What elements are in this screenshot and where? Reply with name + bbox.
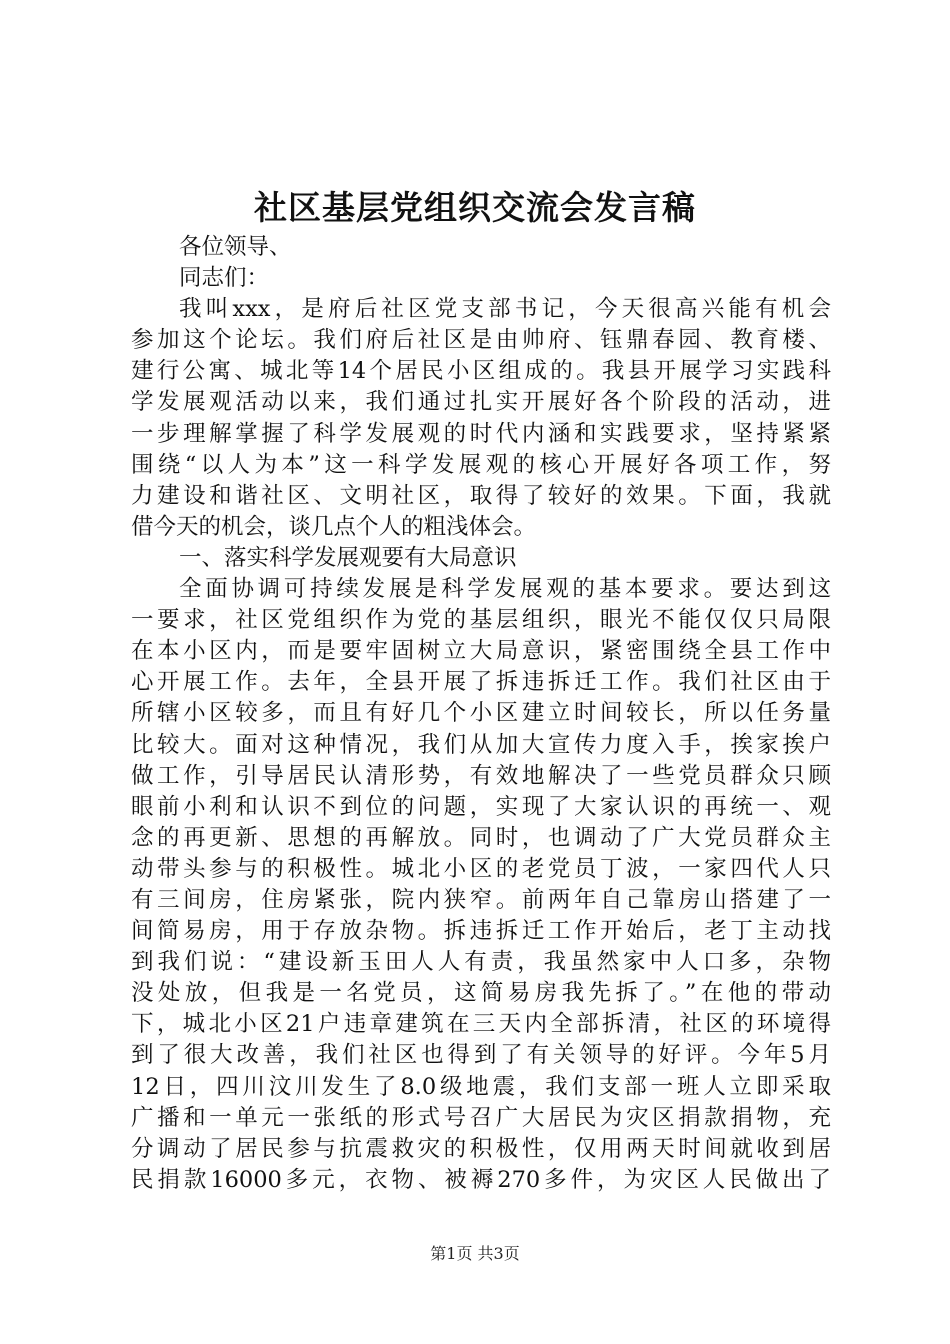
text-line: 下，城北小区21户违章建筑在三天内全部拆清，社区的环境得 [131, 1011, 831, 1038]
document-title: 社区基层党组织交流会发言稿 [254, 188, 696, 227]
text-line: 眼前小利和认识不到位的问题，实现了大家认识的再统一、观 [131, 793, 831, 820]
text-line: 全面协调可持续发展是科学发展观的基本要求。要达到这 [179, 576, 831, 603]
text-line: 有三间房，住房紧张，院内狭窄。前两年自己靠房山搭建了一 [131, 886, 831, 913]
text-line: 民捐款16000多元，衣物、被褥270多件，为灾区人民做出了 [131, 1166, 831, 1193]
text-line: 一步理解掌握了科学发展观的时代内涵和实践要求，坚持紧紧 [131, 420, 831, 447]
text-line: 建行公寓、城北等14个居民小区组成的。我县开展学习实践科 [131, 358, 831, 385]
text-line: 心开展工作。去年，全县开展了拆违拆迁工作。我们社区由于 [131, 669, 831, 696]
text-line: 比较大。面对这种情况，我们从加大宣传力度入手，挨家挨户 [131, 731, 831, 758]
text-line: 间简易房，用于存放杂物。拆违拆迁工作开始后，老丁主动找 [131, 918, 831, 945]
text-line: 广播和一单元一张纸的形式号召广大居民为灾区捐款捐物，充 [131, 1104, 831, 1131]
document-body [131, 232, 831, 1196]
text-line: 我叫xxx，是府后社区党支部书记，今天很高兴能有机会 [179, 296, 831, 323]
text-line: 参加这个论坛。我们府后社区是由帅府、钰鼎春园、教育楼、 [131, 327, 831, 354]
text-line: 在本小区内，而是要牢固树立大局意识，紧密围绕全县工作中 [131, 638, 831, 665]
text-line: 各位领导、 [179, 234, 292, 260]
text-line: 同志们： [179, 265, 270, 292]
text-line: 到我们说：“建设新玉田人人有责，我虽然家中人口多，杂物 [131, 949, 831, 976]
text-line: 分调动了居民参与抗震救灾的积极性，仅用两天时间就收到居 [131, 1135, 831, 1162]
text-line: 借今天的机会，谈几点个人的粗浅体会。 [131, 513, 537, 540]
text-line: 所辖小区较多，而且有好几个小区建立时间较长，所以任务量 [131, 700, 831, 727]
text-line: 围绕“以人为本”这一科学发展观的核心开展好各项工作，努 [131, 451, 831, 478]
text-line: 做工作，引导居民认清形势，有效地解决了一些党员群众只顾 [131, 762, 831, 789]
text-line: 学发展观活动以来，我们通过扎实开展好各个阶段的活动，进 [131, 389, 831, 416]
text-line: 一要求，社区党组织作为党的基层组织，眼光不能仅仅只局限 [131, 607, 831, 634]
page-footer: 第1页 共3页 [430, 1244, 520, 1263]
text-line: 力建设和谐社区、文明社区，取得了较好的效果。下面，我就 [131, 482, 831, 509]
text-line: 12日，四川汶川发生了8.0级地震，我们支部一班人立即采取 [131, 1073, 831, 1100]
text-line: 动带头参与的积极性。城北小区的老党员丁波，一家四代人只 [131, 855, 831, 882]
text-line: 一、落实科学发展观要有大局意识 [179, 544, 517, 571]
text-line: 没处放，但我是一名党员，这简易房我先拆了。”在他的带动 [131, 980, 831, 1007]
text-line: 到了很大改善，我们社区也得到了有关领导的好评。今年5月 [131, 1042, 831, 1069]
text-line: 念的再更新、思想的再解放。同时，也调动了广大党员群众主 [131, 824, 831, 851]
